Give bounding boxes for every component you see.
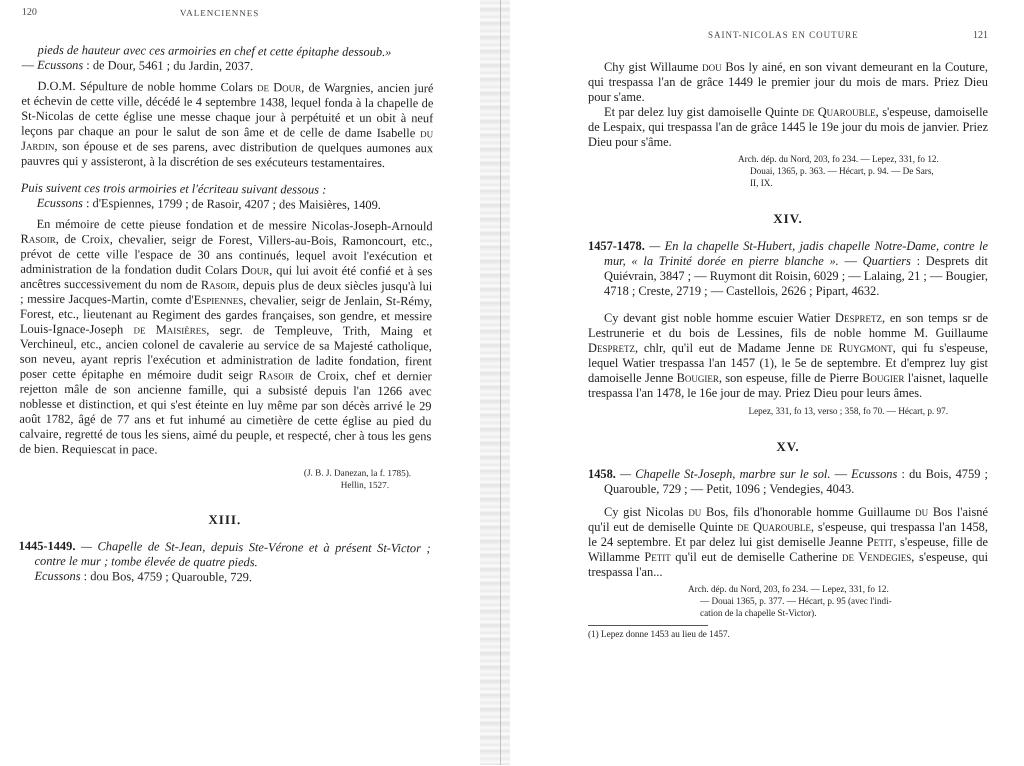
right-body [588, 60, 988, 640]
left-header-title: VALENCIENNES [179, 7, 260, 19]
left-page [17, 0, 434, 766]
footnote-rule [588, 625, 708, 626]
left-memoire-paragraph: En mémoire de cette pieuse fondation et de messire Nicolas-Joseph-Arnould Rasoir, de Croix, chevalier, seigr de Forest, Villers-au-Bois, Ramoncourt, etc., prévot de cette ville l'espace de 30 ans continués, lequel avoit l'exécution et administration de la fondation dudit Colars Dour, qui lui avoit été confié et à ses ancêtres successivement du nom de Rasoir, depuis plus de deux siècles jusqu'à lui ; messire Jacques-Martin, comte d'Espiennes, chevalier, seigr de Jenlain, St-Rémy, Forest, etc., lieutenant au Regiment des gardes françaises, son gendre, et messire Louis-Ignace-Joseph de Maisières, segr. de Templeuve, Trith, Maing et Verchineul, etc., ancien colonel de cavalerie au service de sa Majesté catholique, son neveu, ayant repris l'exécution et administration de ladite fondation, firent poser cette épitaphe en mémoire dudit seigr Rasoir de Croix, chef et dernier rejetton mâle de son ancienne famille, qui a subsisté depuis l'an 1266 avec noblesse et distinction, et qui s'est éteinte en luy même par son décès arrivé le 29 août 1782, âgé de 77 ans et fut inhumé au cimetière de cette église au pied du calvaire, regretté de tous les siens, aimé du peuple, et respecté, cher à tous les gens de bien. Requiescat in pace. [19, 216, 433, 457]
right-citation-b: Lepez, 331, fo 13, verso ; 358, fo 70. — Hécart, p. 97. [748, 406, 948, 416]
footnote: (1) Lepez donne 1453 au lieu de 1457. [588, 629, 730, 639]
section-xv-heading: XV. [776, 439, 800, 454]
right-running-head [588, 30, 988, 44]
section-xiv-epitaph: Cy devant gist noble homme escuier Watier Despretz, en son temps sr de Lestrunerie et du bois de Lessines, fils de noble homme M. Guillaume Despretz, chlr, qu'il eut de Madame Jenne de Ruygmont, qui fu s'espeuse, lequel Watier trespassa l'an 1457 (1), le 5e de septembre. Et d'emprez luy gist damoiselle Jenne Bougier, son espeuse, fille de Pierre Bougier l'aisnet, laquelle trespassa l'an 1478, le 16e jour de may. Priez Dieu pour leurs âmes. [588, 311, 988, 400]
left-italic-note: Puis suivent ces trois armoiries et l'écriteau suivant dessous : [20, 180, 327, 197]
left-ecussons-line: Ecussons : d'Espiennes, 1799 ; de Rasoir, 4207 ; des Maisières, 1409. [36, 195, 381, 212]
right-page-number: 121 [973, 30, 988, 41]
left-running-head [22, 7, 434, 24]
section-xiii-entry: 1445-1449. — Chapelle de St-Jean, depuis Ste-Vérone et à présent St-Victor ; contre le mur ; tombe élevée de quatre pieds. Ecussons : dou Bos, 4759 ; Quarouble, 729. [18, 538, 431, 585]
book-gutter [480, 0, 510, 765]
right-header-title: SAINT-NICOLAS EN COUTURE [708, 30, 859, 40]
section-xiv-entry: 1457-1478. — En la chapelle St-Hubert, jadis chapelle Notre-Dame, contre le mur, « la Trinité dorée en pierre blanche ». — Quartiers : Desprets dit Quiévrain, 3847 ; — Ruymont dit Roisin, 6029 ; — Lalaing, 21 ; — Bougier, 4718 ; Creste, 2719 ; — Castellois, 2626 ; Pipart, 4632. [588, 239, 988, 298]
gutter-line [500, 0, 501, 765]
right-willaume-paragraph: Chy gist Willaume dou Bos ly ainé, en son vivant demeurant en la Couture, qui trespassa l'an de grâce 1449 le premier jour du mois de mars. Priez Dieu pour s'ame. [588, 60, 988, 104]
section-xv-entry: 1458. — Chapelle St-Joseph, marbre sur le sol. — Ecussons : du Bois, 4759 ; Quarouble, 729 ; — Petit, 1096 ; Vendegies, 4043. [588, 467, 988, 496]
left-citation-1: (J. B. J. Danezan, la f. 1785). [303, 467, 412, 479]
left-epitaph-end: pieds de hauteur avec ces armoiries en chef et cette épitaphe dessoub.» — Ecussons : de Dour, 5461 ; du Jardin, 2037. [21, 42, 392, 74]
right-citation-a: Arch. dép. du Nord, 203, fo 234. — Lepez, 331, fo 12. Douai, 1365, p. 363. — Hécart, p. 94. — De Sars, II, IX. [738, 154, 939, 188]
right-quinte-paragraph: Et par delez luy gist damoiselle Quinte de Quarouble, s'espeuse, damoiselle de Lespaix, qui trespassa l'an de grâce 1445 le 19e jour du mois de janvier. Priez Dieu pour s'âme. [588, 105, 988, 149]
left-page-number: 120 [21, 6, 37, 18]
right-page [588, 0, 988, 765]
right-citation-c: Arch. dép. du Nord, 203, fo 234. — Lepez, 331, fo 12. — Douai 1365, p. 377. — Hécart, p. 95 (avec l'indi- cation de la chapelle St-Victor). [688, 584, 892, 618]
left-citation-2: Hellin, 1527. [340, 479, 390, 490]
left-body [18, 43, 433, 587]
section-xiii-heading: XIII. [208, 511, 242, 528]
section-xv-epitaph: Cy gist Nicolas du Bos, fils d'honorable homme Guillaume du Bos l'aisné qu'il eut de demiselle Quinte de Quarouble, s'espeuse, qui trespassa l'an 1458, le 24 septembre. Et par delez lui gist demiselle Jeanne Petit, s'espeuse, fille de Willamme Petit qu'il eut de demiselle Catherine de Vendegies, s'espeuse, qui trespassa l'an... [588, 505, 988, 579]
section-xiv-heading: XIV. [773, 211, 803, 226]
left-dom-paragraph: D.O.M. Sépulture de noble homme Colars de Dour, de Wargnies, ancien juré et échevin de cette ville, décédé le 4 septembre 1438, lequel fonda à la chapelle de St-Nicolas de cette église une messe chaque jour à perpétuité et un obit à neuf leçons par chaque an pour le salut de son âme et de celle de dame Isabelle du Jardin, son épouse et de ses parens, avec distribution de quelques aumones aux pauvres qui y assisteront, à la discrétion de ses exécuteurs testamentaires. [20, 78, 434, 170]
